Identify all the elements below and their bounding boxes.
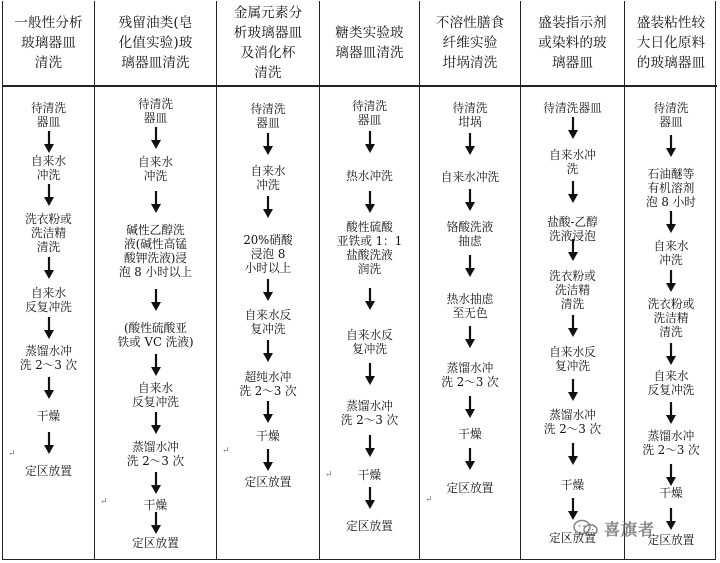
down-arrow-icon: [43, 184, 55, 206]
column-sugar-experiment: [320, 1, 420, 559]
down-arrow-icon: [364, 288, 376, 310]
down-arrow-icon: [567, 181, 579, 203]
flow-step: 干燥: [36, 409, 61, 423]
down-arrow-icon: [43, 377, 55, 399]
down-arrow-icon: [567, 117, 579, 139]
down-arrow-icon: [262, 196, 274, 218]
flow-step: 自来水反 复冲洗: [346, 328, 393, 356]
flow-step: 蒸馏水冲 洗 2～3 次: [126, 440, 185, 468]
flow-step: 自来水 反复冲洗: [132, 381, 179, 409]
column-oil-residue: [95, 1, 217, 559]
flow-step: 干燥: [659, 486, 683, 500]
flow-step: 蒸馏水冲 洗 2～3 次: [543, 408, 602, 436]
down-arrow-icon: [262, 133, 274, 155]
down-arrow-icon: [364, 131, 376, 153]
down-arrow-icon: [665, 402, 677, 424]
flow-step: 定区放置: [25, 464, 72, 478]
down-arrow-icon: [43, 257, 55, 279]
flow-step: 自来水 反复冲洗: [25, 286, 72, 314]
column-general-analysis: [3, 1, 95, 559]
column-header: 不溶性膳食 纤维实验 坩埚清洗: [420, 1, 520, 87]
down-arrow-icon: [262, 401, 274, 423]
down-arrow-icon: [150, 472, 162, 494]
flow-step: 待清洗器皿: [543, 101, 602, 115]
column-header: 盛装指示剂 或染料的玻 璃器皿: [521, 1, 624, 87]
flow-step: 待清洗 器皿: [250, 102, 286, 130]
flow-step: 蒸馏水冲 洗 2～3 次: [340, 399, 399, 427]
return-mark: ↵: [325, 470, 333, 480]
flow-step: 待清洗 器皿: [351, 99, 388, 127]
flow-step: 蒸馏水冲 洗 2～3 次: [642, 429, 700, 457]
down-arrow-icon: [567, 443, 579, 465]
flow-step: 20%硝酸 浸泡 8 小时以上: [243, 233, 293, 275]
down-arrow-icon: [150, 512, 162, 534]
flow-step: 蒸馏水冲 洗 2～3 次: [19, 344, 78, 372]
flow-step: 碱性乙醇洗 液(碱性高锰 酸钾洗液)浸 泡 8 小时以上: [118, 223, 193, 279]
return-mark: ↵: [100, 497, 108, 507]
flow-step: (酸性硫酸亚 铁或 VC 洗液): [117, 321, 194, 349]
down-arrow-icon: [665, 211, 677, 233]
flow-step: 自来水冲 洗: [549, 148, 596, 176]
flow-step: 干燥: [560, 478, 585, 492]
down-arrow-icon: [150, 412, 162, 434]
flow-step: 盐酸-乙醇 洗液浸泡: [547, 215, 598, 243]
glassware-cleaning-table: [2, 1, 716, 560]
down-arrow-icon: [364, 487, 376, 509]
down-arrow-icon: [665, 135, 677, 157]
flow-step: 蒸馏水冲 洗 2～3 次: [441, 361, 499, 389]
flow-step: 自来水反 复冲洗: [244, 308, 292, 336]
watermark: [572, 516, 696, 540]
column-header: 金属元素分 析玻璃器皿 及消化杯 清洗: [217, 1, 319, 87]
down-arrow-icon: [665, 270, 677, 292]
flow-step: 干燥: [256, 429, 280, 443]
flow-step: 自来水反 复冲洗: [549, 345, 596, 373]
flow-step: 自来水冲洗: [440, 170, 500, 184]
flow-step: 热水抽虑 至无色: [446, 292, 494, 320]
flow-step: 洗衣粉或 洗洁精 清洗: [25, 212, 72, 254]
flow-step: 自来水 冲洗: [30, 154, 67, 182]
flow-step: 干燥: [143, 498, 168, 512]
column-header: 一般性分析 玻璃器皿 清洗: [3, 1, 94, 87]
down-arrow-icon: [567, 315, 579, 337]
flow-step: 洗衣粉或 洗洁精 清洗: [549, 269, 596, 311]
flow-step: 自来水 反复冲洗: [647, 369, 695, 397]
down-arrow-icon: [262, 340, 274, 362]
down-arrow-icon: [43, 317, 55, 339]
column-viscous-raw-material: [625, 1, 717, 559]
down-arrow-icon: [150, 191, 162, 213]
column-metal-elements: [217, 1, 320, 559]
down-arrow-icon: [150, 354, 162, 376]
flow-step: 自来水 冲洗: [137, 155, 174, 183]
flow-step: 定区放置: [647, 533, 695, 547]
flow-step: 自来水 冲洗: [653, 239, 689, 267]
down-arrow-icon: [464, 189, 476, 211]
return-mark: ↵: [8, 449, 16, 459]
flow-step: 待清洗 器皿: [653, 101, 689, 129]
down-arrow-icon: [567, 379, 579, 401]
flow-step: 干燥: [458, 427, 482, 441]
down-arrow-icon: [150, 127, 162, 149]
flow-step: 定区放置: [346, 519, 393, 533]
down-arrow-icon: [464, 255, 476, 277]
down-arrow-icon: [464, 326, 476, 348]
down-arrow-icon: [364, 435, 376, 457]
flow-step: 定区放置: [549, 531, 596, 545]
flow-step: 定区放置: [132, 536, 179, 550]
down-arrow-icon: [262, 449, 274, 471]
flow-step: 待清洗 坩埚: [452, 101, 488, 129]
down-arrow-icon: [665, 343, 677, 365]
down-arrow-icon: [464, 448, 476, 470]
down-arrow-icon: [150, 289, 162, 311]
column-header: 盛装粘性较 大日化原料 的玻璃器皿: [625, 1, 717, 87]
flow-step: 干燥: [357, 468, 382, 482]
down-arrow-icon: [567, 239, 579, 261]
flow-step: 热水冲洗: [346, 169, 393, 183]
flow-step: 铬酸洗液 抽虑: [446, 220, 494, 248]
flow-step: 超纯水冲 洗 2～3 次: [239, 370, 297, 398]
column-header: 糖类实验玻 璃器皿清洗: [320, 1, 419, 87]
down-arrow-icon: [43, 131, 55, 153]
watermark-text: 喜旗者: [604, 519, 656, 539]
flow-step: 待清洗 器皿: [30, 101, 67, 129]
column-indicator-dye: [521, 1, 625, 559]
down-arrow-icon: [262, 279, 274, 301]
down-arrow-icon: [464, 396, 476, 418]
column-dietary-fiber: [420, 1, 521, 559]
flow-step: 自来水 冲洗: [250, 164, 286, 192]
down-arrow-icon: [464, 133, 476, 155]
flow-step: 洗衣粉或 洗洁精 清洗: [647, 297, 695, 339]
flow-step: 待清洗 器皿: [137, 97, 174, 125]
return-mark: ↵: [222, 446, 230, 456]
flow-step: 定区放置: [244, 475, 292, 489]
flow-step: 定区放置: [446, 481, 494, 495]
down-arrow-icon: [364, 191, 376, 213]
flow-step: 石油醚等 有机溶剂 泡 8 小时: [646, 167, 696, 209]
flow-step: 酸性硫酸 亚铁或 1：1 盐酸洗液 润洗: [336, 220, 403, 276]
column-header: 残留油类(皂 化值实验)玻 璃器皿清洗: [95, 1, 216, 87]
wechat-icon: [572, 518, 600, 538]
down-arrow-icon: [43, 432, 55, 454]
down-arrow-icon: [665, 464, 677, 486]
return-mark: ↵: [425, 495, 433, 505]
down-arrow-icon: [364, 363, 376, 385]
